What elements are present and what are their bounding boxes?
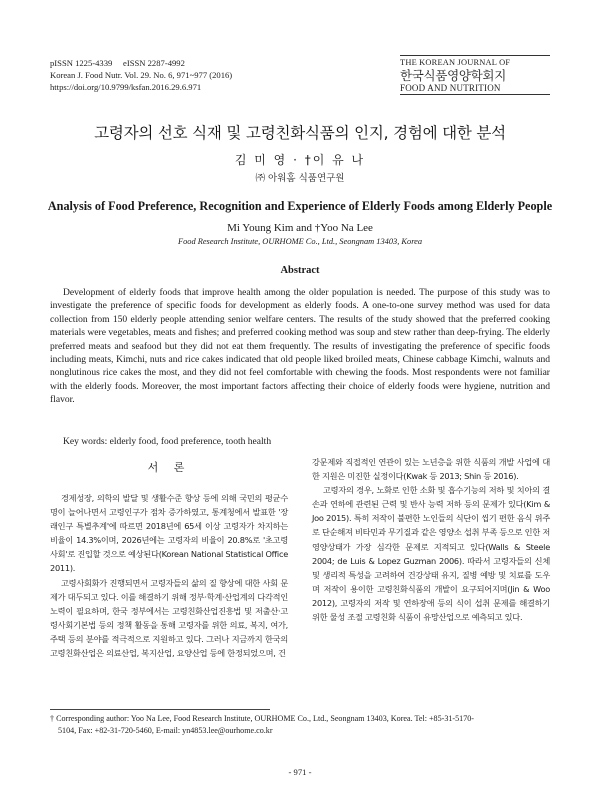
body-column-right: [312, 455, 550, 624]
citation-line: Korean J. Food Nutr. Vol. 29. No. 6, 971~977 (2016): [50, 70, 233, 80]
journal-rule-bottom: [400, 94, 550, 95]
footnote-line: 5104, Fax: +82-31-720-5460, E-mail: yn4853.lee@ourhome.co.kr: [58, 726, 273, 735]
paragraph: 고령자의 경우, 노화로 인한 소화 및 흡수기능의 저하 및 치아의 결손과 연하에 관련된 근력 및 반사 능력 저하 등의 문제가 있다(Kim & Joo 2015). 특히 저작이 불편한 노인들의 식단이 씹기 편한 음식 위주로 단순해져 비타민과 무기질과 같은 영양소 섭취 부족 등으로 인한 저영양상태가 가장 심각한 문제로 지적되고 있다(Walls & Steele 2004; de Luis & Lopez Guzman 2006). 따라서 고령자들의 신체 및 생리적 특성을 고려하여 건강상태 유지, 질병 예방 및 치료를 도우며 저작이 용이한 고령친화식품의 개발이 요구되어지며(Jin & Woo 2012), 고령자의 저작 및 연하장애 등의 식이 섭취 문제를 해결하기 위한 물성 조절 고령친화 식품이 유망산업으로 예측되고 있다.: [312, 485, 550, 623]
journal-name-en-bottom: FOOD AND NUTRITION: [400, 83, 501, 93]
keywords: Key words: elderly food, food preference, tooth health: [63, 436, 272, 447]
paragraph: 고령사회화가 진행되면서 고령자들의 삶의 질 향상에 대한 사회 문제가 대두되고 있다. 이를 해결하기 위해 정부·학계·산업계의 다각적인 노력이 필요하며, 한국 정부에서는 고령친화산업진흥법 및 저출산·고령사회기본법 등의 정책 활동을 통해 고령자를 위한 의료, 복지, 여가, 주택 등의 분야를 적극적으로 지원하고 있다. 그러나 지금까지 한국의 고령친화산업은 의료산업, 복지산업, 요양산업 등에 한정되었으며, 건: [50, 577, 288, 659]
paragraph: 경제성장, 의학의 발달 및 생활수준 향상 등에 의해 국민의 평균수명이 늘어나면서 고령인구가 점차 증가하였고, 통계청에서 발표한 '장래인구 특별추계'에 따르면 2018년에 65세 이상 고령자가 차지하는 비율이 14.3%이며, 2026년에는 고령자의 비율이 20.8%로 '초고령 사회'로 진입할 것으로 예상된다(Korean National Statistical Office 2011).: [50, 493, 288, 574]
journal-rule-top: [400, 55, 550, 56]
authors-korean: 김 미 영 · †이 유 나: [234, 153, 366, 167]
affiliation-english: Food Research Institute, OURHOME Co., Ltd., Seongnam 13403, Korea: [177, 237, 423, 246]
journal-logo: [400, 55, 550, 95]
authors-english: Mi Young Kim and †Yoo Na Lee: [227, 222, 373, 234]
journal-name-en-top: THE KOREAN JOURNAL OF: [400, 58, 511, 67]
section-heading-introduction: 서 론: [147, 461, 191, 474]
footnote-line: † Corresponding author: Yoo Na Lee, Food Research Institute, OURHOME Co., Ltd., Seongnam 13403, Korea. Tel: +85-31-5170-: [50, 714, 474, 723]
title-korean: 고령자의 선호 식재 및 고령친화식품의 인지, 경험에 대한 분석: [94, 124, 506, 142]
journal-name-kr: 한국식품영양학회지: [400, 68, 506, 83]
abstract-body: [50, 286, 550, 407]
paragraph: 강문제와 직접적인 연관이 있는 노년층을 위한 식품의 개발 사업에 대한 지원은 미진한 실정이다(Kwak 등 2013; Shin 등 2016).: [312, 457, 550, 482]
page-number: - 971 -: [288, 767, 312, 777]
article-meta: [50, 57, 232, 93]
body-column-left: [50, 455, 288, 660]
footnote-divider: [50, 709, 270, 710]
issn-line: pISSN 1225-4339 eISSN 2287-4992: [50, 58, 185, 68]
abstract-heading: Abstract: [280, 265, 320, 276]
corresponding-author-footnote: [50, 713, 550, 737]
doi-link[interactable]: https://doi.org/10.9799/ksfan.2016.29.6.971: [50, 82, 202, 92]
abstract-text: Development of elderly foods that improve health among the older population is needed. The purpose of this study was to investigate the preference of specific foods for development as elderly foods. A one-to-one survey method was used for data collection from 150 elderly people attending senior welfare centers. The results of the study showed that the preferred cooking materials were vegetables, meats and fishes; and preferred cooking method was soup and stew rather than deep-frying. The elderly preferred meats and seafood but they did not eat them frequently. The results of investigating the preference of specific foods including meats, Kimchi, nuts and rice cakes indicated that old people liked broiled meats, Chinese cabbage Kimchi, walnuts and nonglutinous rice cakes the most, and they did not feel comfortable with chewing the foods. Most respondents were not familiar with the elderly foods. Moreover, the most important factors affecting their choice of elderly foods were hygiene, nutrition and flavor.: [50, 287, 550, 406]
affiliation-korean: ㈜ 아워홈 식품연구원: [255, 173, 345, 184]
title-english: Analysis of Food Preference, Recognition and Experience of Elderly Foods among Elderly People: [47, 199, 553, 213]
